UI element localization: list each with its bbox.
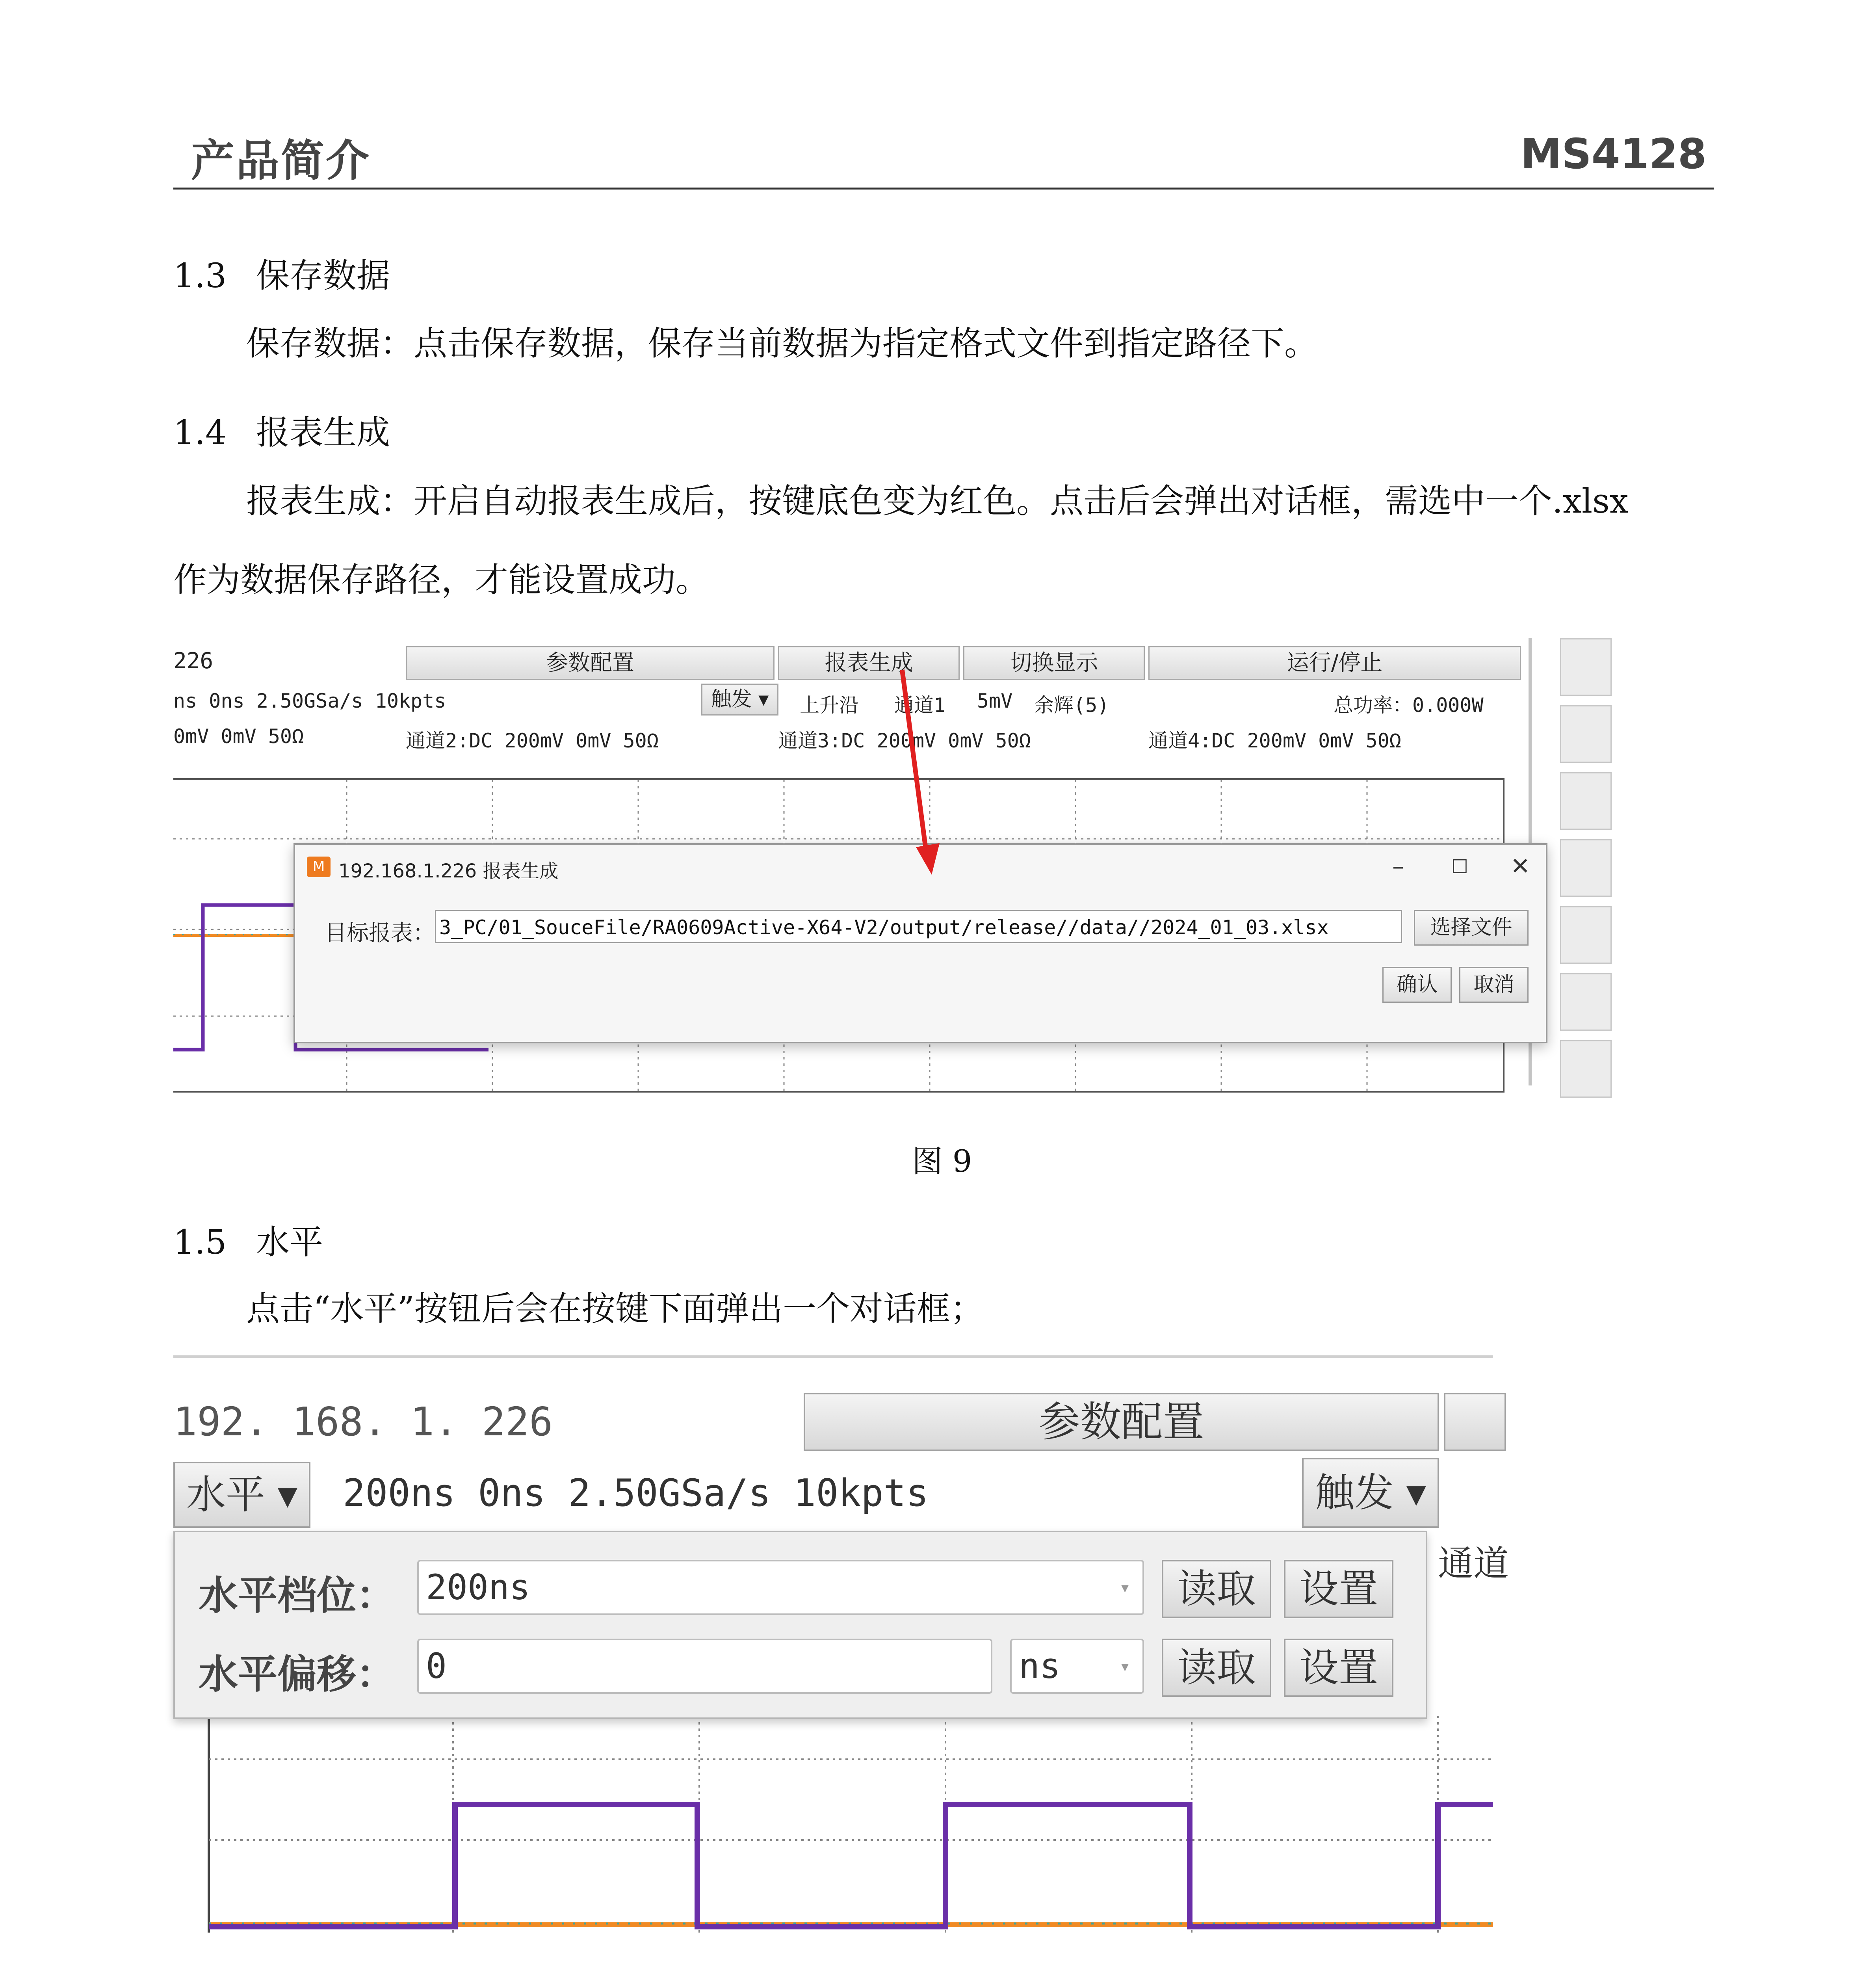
section-1-4-heading bbox=[173, 406, 390, 454]
horizontal-settings-panel bbox=[173, 1531, 1427, 1719]
section-title: 水平 bbox=[256, 1223, 323, 1262]
section-number: 1.4 bbox=[173, 413, 227, 452]
red-arrow-line bbox=[902, 670, 926, 849]
channel-fragment: 通道 bbox=[1438, 1543, 1509, 1584]
trigger-label: 触发 bbox=[711, 688, 752, 711]
horizontal-label: 水平 bbox=[186, 1472, 265, 1518]
trigger-edge: 上升沿 bbox=[800, 694, 859, 717]
target-report-label: 目标报表： bbox=[325, 920, 435, 946]
offset-label: 水平偏移： bbox=[199, 1651, 396, 1697]
close-icon[interactable]: ✕ bbox=[1510, 853, 1531, 880]
section-title: 报表生成 bbox=[256, 413, 390, 452]
scale-value: 200ns bbox=[426, 1567, 530, 1608]
minimize-icon[interactable]: – bbox=[1392, 853, 1404, 880]
figure-9-caption: 图 9 bbox=[912, 1144, 972, 1179]
figure-9-screenshot bbox=[173, 638, 1609, 1085]
section-1-3-heading bbox=[173, 249, 390, 297]
horizontal-dropdown-button[interactable]: 水平 ▾ bbox=[173, 1462, 310, 1528]
section-1-4-body-line1: 报表生成：开启自动报表生成后，按键底色变为红色。点击后会弹出对话框，需选中一个.xlsx bbox=[246, 482, 1629, 521]
ip-address: 192. 168. 1. 226 bbox=[173, 1399, 553, 1445]
total-power: 总功率：0.000W bbox=[1334, 694, 1484, 717]
ch3-info: 通道3:DC 200mV 0mV 50Ω bbox=[778, 729, 1031, 752]
trigger-dropdown-button[interactable]: 触发 ▾ bbox=[1302, 1458, 1439, 1528]
section-number: 1.3 bbox=[173, 256, 227, 296]
param-config-button[interactable]: 参数配置 bbox=[804, 1393, 1439, 1451]
red-arrow-head bbox=[916, 843, 940, 875]
app-logo-icon: M bbox=[307, 857, 331, 877]
trigger-level: 5mV bbox=[977, 690, 1013, 712]
section-title: 保存数据 bbox=[256, 256, 390, 296]
offset-unit-value: ns bbox=[1019, 1646, 1061, 1686]
maximize-icon[interactable]: ☐ bbox=[1451, 856, 1469, 878]
offset-set-button[interactable]: 设置 bbox=[1284, 1639, 1393, 1697]
top-border bbox=[173, 1355, 1493, 1358]
scale-label: 水平档位： bbox=[199, 1572, 396, 1619]
scale-read-button[interactable]: 读取 bbox=[1162, 1560, 1271, 1618]
doc-header-title: 产品简介 bbox=[191, 136, 371, 186]
scale-select[interactable] bbox=[417, 1560, 1144, 1615]
figure-10-screenshot bbox=[173, 1355, 1509, 1970]
ch4-info: 通道4:DC 200mV 0mV 50Ω bbox=[1148, 729, 1401, 752]
afterglow: 余辉(5) bbox=[1034, 694, 1109, 717]
timing-info: ns 0ns 2.50GSa/s 10kpts bbox=[173, 690, 446, 712]
section-1-5-heading bbox=[173, 1215, 323, 1264]
timing-info: 200ns 0ns 2.50GSa/s 10kpts bbox=[343, 1472, 929, 1515]
section-number: 1.5 bbox=[173, 1223, 227, 1262]
offset-read-button[interactable]: 读取 bbox=[1162, 1639, 1271, 1697]
waveform-svg bbox=[173, 1716, 1493, 1970]
cancel-button[interactable]: 取消 bbox=[1459, 967, 1529, 1003]
ch1-info: 0mV 0mV 50Ω bbox=[173, 725, 304, 748]
run-stop-button[interactable]: 运行/停止 bbox=[1148, 646, 1521, 680]
chevron-down-icon: ▾ bbox=[1119, 1576, 1131, 1598]
trigger-label: 触发 bbox=[1315, 1470, 1394, 1516]
section-1-5-body: 点击“水平”按钮后会在按键下面弹出一个对话框； bbox=[246, 1290, 984, 1329]
param-config-button[interactable]: 参数配置 bbox=[406, 646, 775, 680]
doc-header-model: MS4128 bbox=[1520, 130, 1707, 178]
scale-set-button[interactable]: 设置 bbox=[1284, 1560, 1393, 1618]
ip-fragment: 226 bbox=[173, 648, 214, 674]
trigger-channel: 通道1 bbox=[894, 694, 946, 717]
trigger-dropdown[interactable]: 触发 ▾ bbox=[701, 684, 778, 716]
purple-trace bbox=[209, 1805, 1493, 1927]
section-1-4-body-line2: 作为数据保存路径，才能设置成功。 bbox=[173, 561, 710, 600]
annotation-arrow-layer bbox=[173, 638, 1609, 1085]
header-rule bbox=[173, 188, 1714, 190]
choose-file-button[interactable]: 选择文件 bbox=[1414, 910, 1529, 946]
ch2-info: 通道2:DC 200mV 0mV 50Ω bbox=[406, 729, 659, 752]
dialog-title: 192.168.1.226 报表生成 bbox=[338, 860, 559, 882]
next-button-fragment[interactable] bbox=[1444, 1393, 1506, 1451]
report-generate-button[interactable]: 报表生成 bbox=[778, 646, 960, 680]
offset-input[interactable]: 0 bbox=[417, 1639, 992, 1694]
switch-display-button[interactable]: 切换显示 bbox=[963, 646, 1145, 680]
section-1-3-body: 保存数据：点击保存数据，保存当前数据为指定格式文件到指定路径下。 bbox=[246, 324, 1318, 363]
confirm-button[interactable]: 确认 bbox=[1382, 967, 1452, 1003]
offset-unit-select[interactable] bbox=[1010, 1639, 1144, 1694]
report-path-input[interactable]: 3_PC/01_SouceFile/RA0609Active-X64-V2/output/release//data//2024_01_03.xlsx bbox=[435, 910, 1402, 943]
chevron-down-icon: ▾ bbox=[1119, 1655, 1131, 1677]
